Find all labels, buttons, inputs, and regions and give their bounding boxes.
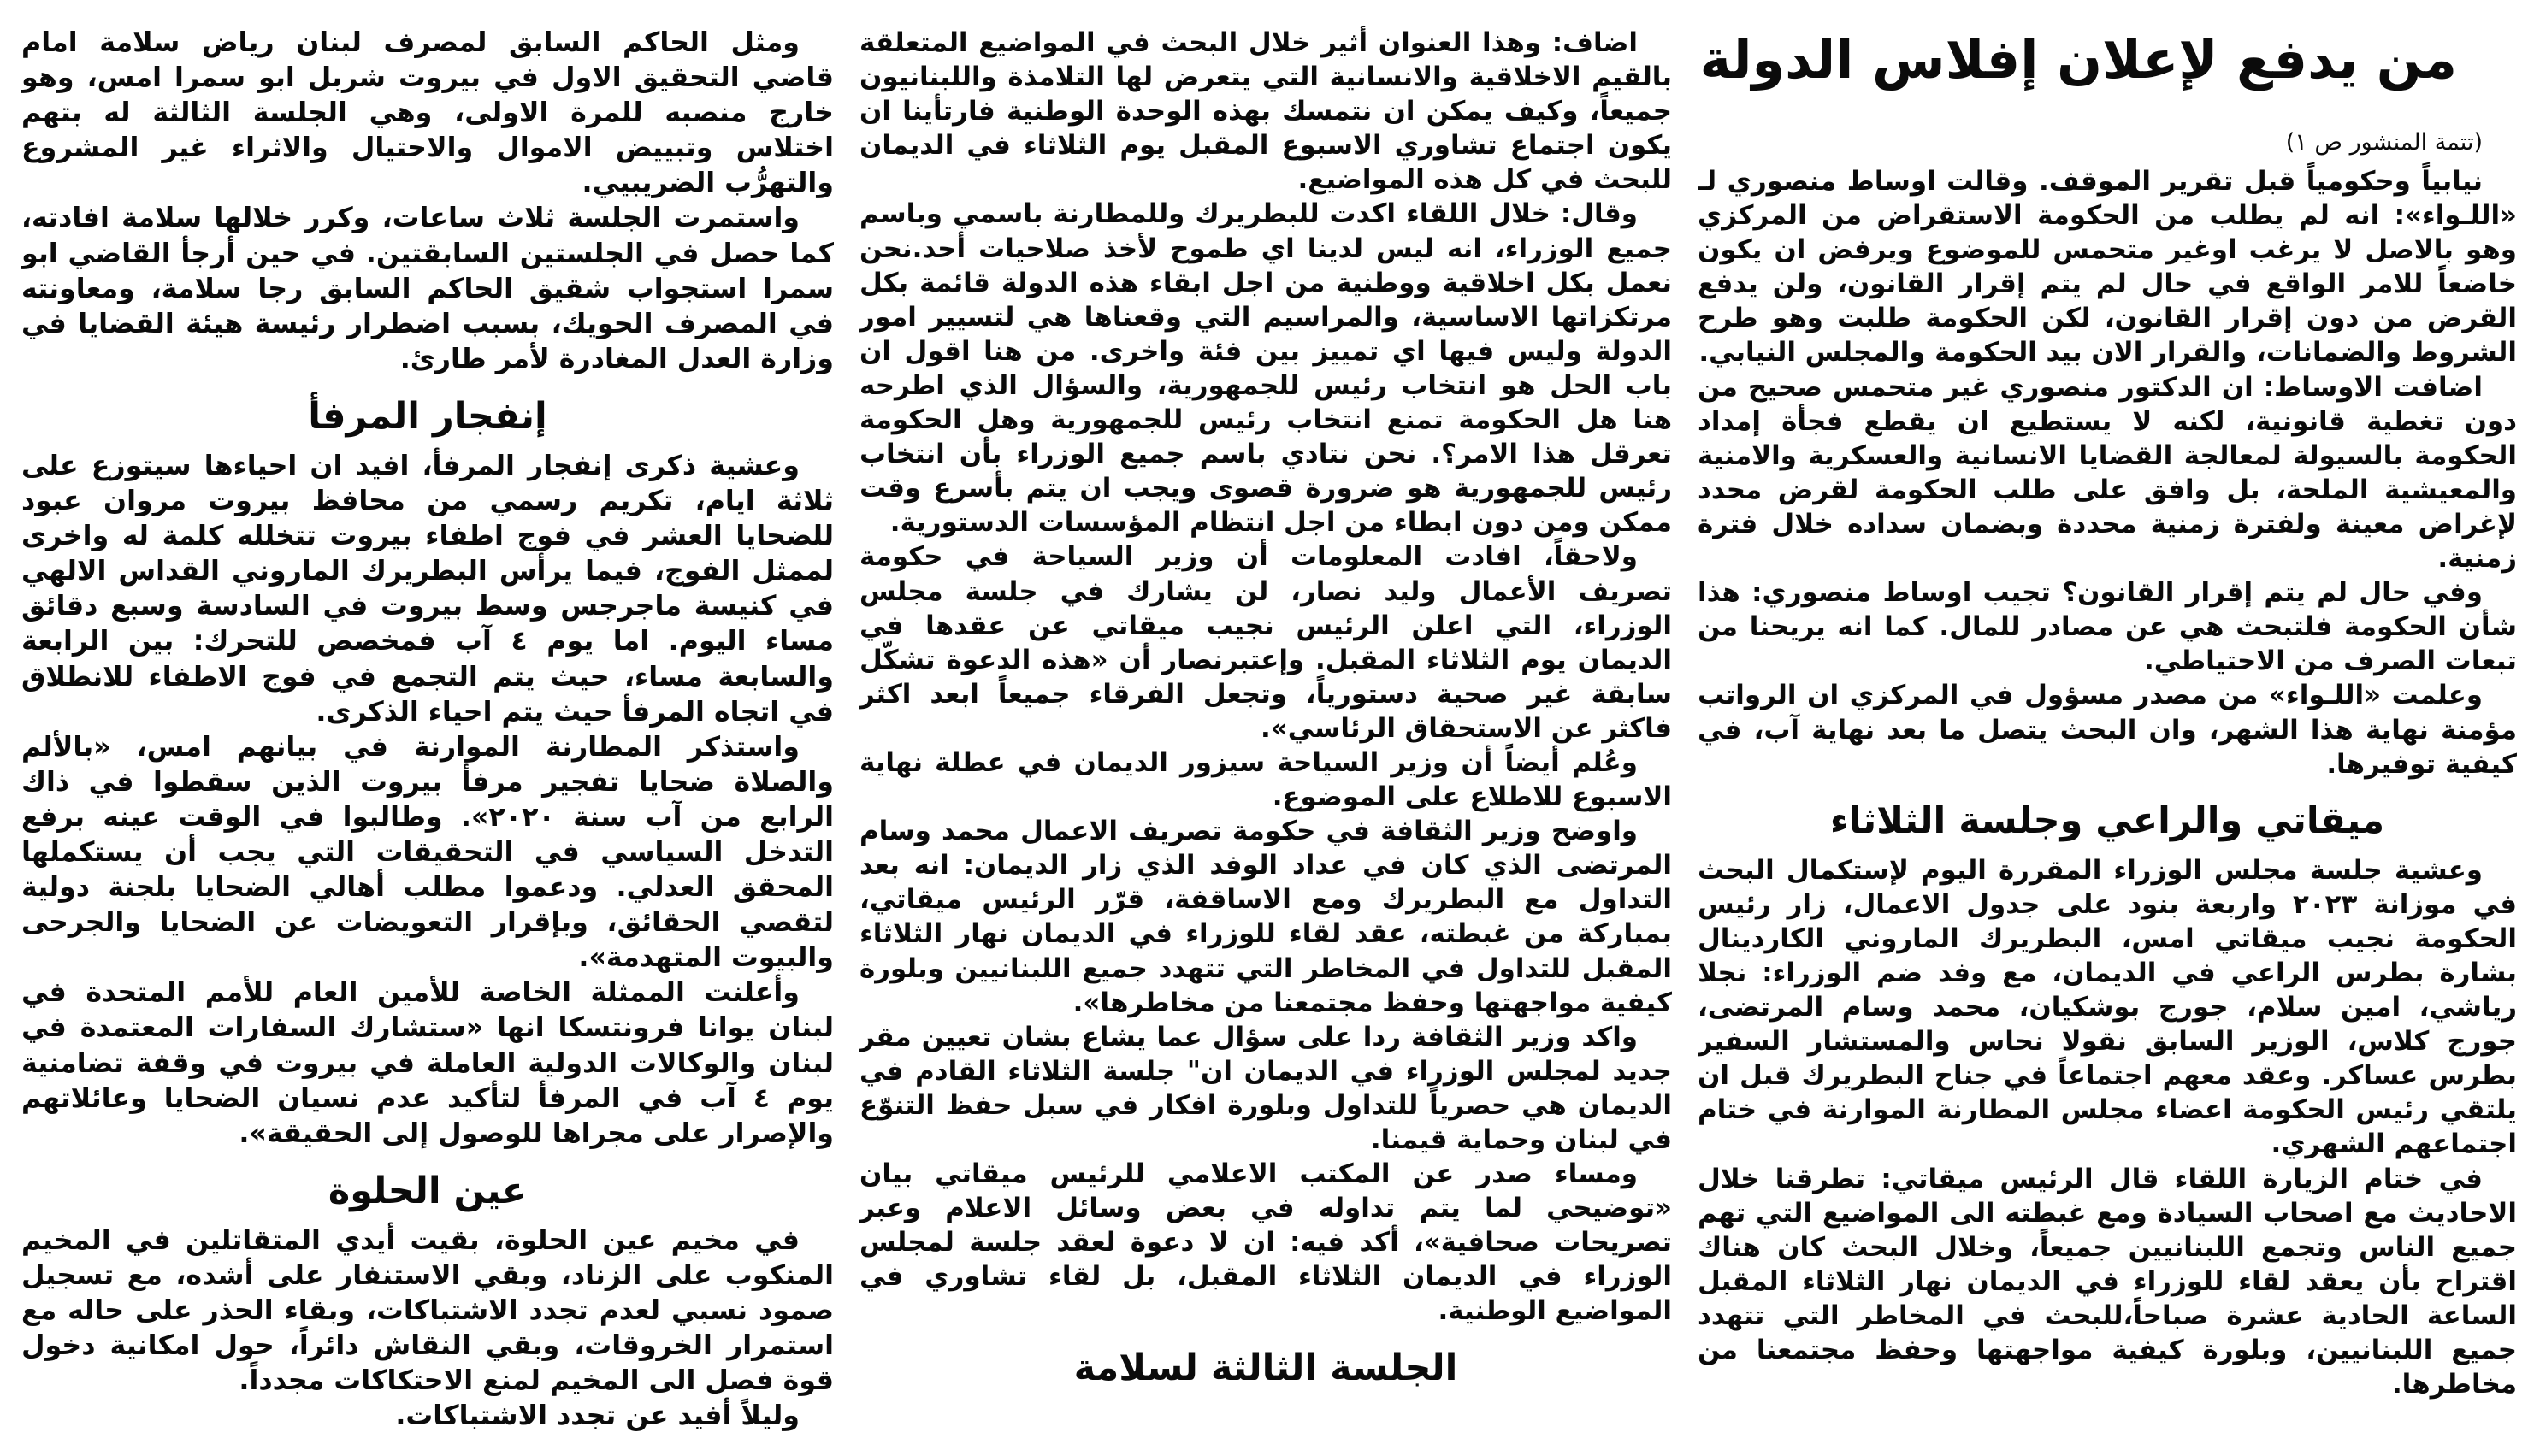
section-subheading: الجلسة الثالثة لسلامة bbox=[1073, 1346, 1458, 1389]
article-paragraph: ومثل الحاكم السابق لمصرف لبنان رياض سلامة امام قاضي التحقيق الاول في بيروت شربل ابو سمرا امس، وهو خارج منصبه للمرة الاولى، وهي الجلسة الثالثة له بتهم اختلاس وتبييض الاموال والاحتيال والاثراء غير المشروع والتهرُّب الضريبيي. bbox=[21, 27, 834, 199]
article-paragraph: واستمرت الجلسة ثلاث ساعات، وكرر خلالها سلامة افادته، كما حصل في الجلستين السابقتين. في حين أرجأ القاضي ابو سمرا استجواب شقيق الحاكم السابق رجا سلامة، ومعاونته في المصرف الحويك، بسبب اضطرار رئيسة هيئة القضايا في وزارة العدل المغادرة لأمر طارئ. bbox=[21, 203, 834, 374]
article-column-right bbox=[1698, 26, 2517, 1439]
article-headline: من يدفع لإعلان إفلاس الدولة bbox=[1699, 28, 2457, 91]
article-paragraph: في مخيم عين الحلوة، بقيت أيدي المتقاتلين في المخيم المنكوب على الزناد، وبقي الاستنفار على أشده، مع تسجيل صمود نسبي لعدم تجدد الاشتباكات، وبقاء الحذر على حاله مع استمرار الخروقات، وبقي النقاش دائراً، حول امكانية دخول قوة فصل الى المخيم لمنع الاحتكاكات مجدداً. bbox=[21, 1224, 834, 1397]
continuation-reference: (تتمة المنشور ص ١) bbox=[2285, 129, 2483, 156]
article-column-middle bbox=[859, 26, 1672, 1439]
article-paragraph: وفي حال لم يتم إقرار القانون؟ تجيب اوساط منصوري: هذا شأن الحكومة فلتبحث هي عن مصادر للمال. كما انه يريحنا من تبعات الصرف من الاحتياطي. bbox=[1698, 577, 2517, 677]
article-paragraph: ولاحقاً، افادت المعلومات أن وزير السياحة في حكومة تصريف الأعمال وليد نصار، لن يشارك في جلسة مجلس الوزراء، التي اعلن الرئيس نجيب ميقاتي عن عقدها في الديمان يوم الثلاثاء المقبل. وإعتبرنصار أن «هذه الدعوة تشكّل سابقة غير صحية دستورياً، وتجعل الفرقاء جميعاً ابعد اكثر فاكثر عن الاستحقاق الرئاسي». bbox=[859, 541, 1672, 744]
article-paragraph: واوضح وزير الثقافة في حكومة تصريف الاعمال محمد وسام المرتضى الذي كان في عداد الوفد الذي زار الديمان: انه بعد التداول مع البطريرك ومع الاساقفة، قرّر الرئيس ميقاتي، بمباركة من غبطته، عقد لقاء للوزراء في الديمان نهار الثلاثاء المقبل للتداول في المخاطر التي تتهدد جميع اللبنانيين وبلورة كيفية مواجهتها وحفظ مجتمعنا من مخاطرها». bbox=[859, 816, 1672, 1018]
article-paragraph: واكد وزير الثقافة ردا على سؤال عما يشاع بشان تعيين مقر جديد لمجلس الوزراء في الديمان ان" جلسة الثلاثاء القادم في الديمان هي حصرياً للتداول وبلورة افكار في سبل حفظ التنوّع في لبنان وحماية قيمنا. bbox=[859, 1021, 1672, 1155]
section-subheading: إنفجار المرفأ bbox=[308, 394, 547, 438]
article-paragraph: ومساء صدر عن المكتب الاعلامي للرئيس ميقاتي بيان «توضيحي لما يتم تداوله في بعض وسائل الاعلام وعبر تصريحات صحافية»، أكد فيه: ان لا دعوة لعقد جلسة لمجلس الوزراء في الديمان الثلاثاء المقبل، بل لقاء تشاوري في المواضيع الوطنية. bbox=[859, 1158, 1672, 1327]
column-left-body bbox=[21, 26, 834, 1434]
article-paragraph: وعلمت «اللـواء» من مصدر مسؤول في المركزي ان الرواتب مؤمنة نهاية هذا الشهر، وان البحث يتصل ما بعد نهاية آب، في كيفية توفيرها. bbox=[1698, 680, 2517, 780]
article-paragraph: وقال: خلال اللقاء اكدت للبطريرك وللمطارنة باسمي وباسم جميع الوزراء، انه ليس لدينا اي طموح لأخذ صلاحيات أحد.نحن نعمل بكل اخلاقية ووطنية من اجل ابقاء هذه الدولة قائمة بكل مرتكزاتها الاساسية، والمراسيم التي وقعناها هي لتسيير امور الدولة وليس فيها اي تمييز بين فئة واخرى. من هنا اقول ان باب الحل هو انتخاب رئيس للجمهورية، والسؤال الذي اطرحه هنا هل الحكومة تمنع انتخاب رئيس للجمهورية وهل الحكومة تعرقل هذا الامر؟. نحن نتادي باسم جميع الوزراء بأن انتخاب رئيس للجمهورية هو ضرورة قصوى ويجب ان يتم بأسرع وقت ممكن ومن دون ابطاء من اجل انتظام المؤسسات الدستورية. bbox=[859, 198, 1672, 539]
column-middle-body bbox=[859, 26, 1672, 1392]
section-subheading: عين الحلوة bbox=[328, 1169, 528, 1212]
article-paragraph: وعُلم أيضاً أن وزير السياحة سيزور الديمان في عطلة نهاية الاسبوع للاطلاع على الموضوع. bbox=[859, 746, 1672, 813]
article-paragraph: اضاف: وهذا العنوان أثير خلال البحث في المواضيع المتعلقة بالقيم الاخلاقية والانسانية التي يتعرض لها التلامذة واللبنانيون جميعاً، وكيف يمكن ان نتمسك بهذه الوحدة الوطنية فارتأينا ان يكون اجتماع تشاوري الاسبوع المقبل يوم الثلاثاء في الديمان للبحث في كل هذه المواضيع. bbox=[859, 27, 1672, 196]
article-paragraph: وأعلنت الممثلة الخاصة للأمين العام للأمم المتحدة في لبنان يوانا فرونتسكا انها «ستشارك السفارات المعتمدة في لبنان والوكالات الدولية العاملة في بيروت في وقفة تضامنية يوم ٤ آب في المرفأ لتأكيد عدم نسيان الضحايا وعائلاتهم والإصرار على مجراها للوصول إلى الحقيقة». bbox=[21, 977, 834, 1149]
article-paragraph: وعشية ذكرى إنفجار المرفأ، افيد ان احياءها سيتوزع على ثلاثة ايام، تكريم رسمي من محافظ بيروت مروان عبود للضحايا العشر في فوج اطفاء بيروت تتخلله كلمة له واخرى لممثل الفوج، فيما يرأس البطريرك الماروني القداس الالهي في كنيسة ماجرجس وسط بيروت في السادسة وسبع دقائق مساء اليوم. اما يوم ٤ آب فمخصص للتحرك: بين الرابعة والسابعة مساء، حيث يتم التجمع في فوج الاطفاء للانطلاق في اتجاه المرفأ حيث يتم احياء الذكرى. bbox=[21, 450, 834, 728]
article-paragraph: في ختام الزيارة اللقاء قال الرئيس ميقاتي: تطرقنا خلال الاحاديث مع اصحاب السيادة ومع غبطته الى المواضيع التي تهم جميع الناس وتجمع اللبنانيين جميعاً، وخلال البحث كان هناك اقتراح بأن يعقد لقاء للوزراء في الديمان نهار الثلاثاء المقبل الساعة الحادية عشرة صباحاً،للبحث في المخاطر التي تتهدد جميع اللبنانيين، وبلورة كيفية مواجهتها وحفظ مجتمعنا من مخاطرها. bbox=[1698, 1163, 2517, 1400]
article-paragraph: واستذكر المطارنة الموارنة في بيانهم امس، «بالألم والصلاة ضحايا تفجير مرفأ بيروت الذين سقطوا في ذاك الرابع من آب سنة ٢٠٢٠». وطالبوا في الوقت عينه برفع التدخل السياسي في التحقيقات التي يجب أن يستكملها المحقق العدلي. ودعموا مطلب أهالي الضحايا بلجنة دولية لتقصي الحقائق، وبإقرار التعويضات عن الضحايا والجرحى والبيوت المتهدمة». bbox=[21, 731, 834, 974]
article-paragraph: وعشية جلسة مجلس الوزراء المقررة اليوم لإستكمال البحث في موزانة ٢٠٢٣ واربعة بنود على جدول الاعمال، زار رئيس الحكومة نجيب ميقاتي امس، البطريرك الماروني الكاردينال بشارة بطرس الراعي في الديمان، مع وفد ضم الوزراء: نجلا رياشي، امين سلام، جورج بوشكيان، محمد وسام المرتضى، جورج كلاس، الوزير السابق نقولا نحاس والمستشار السفير بطرس عساكر. وعقد معهم اجتماعاً في جناح البطريرك قبل ان يلتقي رئيس الحكومة اعضاء مجلس المطارنة الموارنة في ختام اجتماعهم الشهري. bbox=[1698, 854, 2517, 1160]
article-paragraph: اضافت الاوساط: ان الدكتور منصوري غير متحمس صحيح من دون تغطية قانونية، لكنه لا يستطيع ان يقطع فجأة إمداد الحكومة بالسيولة لمعالجة القضايا الانسانية والعسكرية والامنية والمعيشية الملحة، بل وافق على طلب الحكومة لقرض محدد لإغراض معينة ولفترة زمنية محددة وبضمان سداده خلال فترة زمنية. bbox=[1698, 371, 2517, 575]
article-paragraph: وليلاً أفيد عن تجدد الاشتباكات. bbox=[395, 1400, 800, 1432]
column-right-body bbox=[1698, 164, 2517, 1401]
article-paragraph: نيابياً وحكومياً قبل تقرير الموقف. وقالت اوساط منصوري لـ «اللـواء»: انه لم يطلب من الحكومة الاستقراض من المركزي وهو بالاصل لا يرغب اوغير متحمس للموضوع ويرفض ان يكون خاضعاً للامر الواقع في حال لم يتم إقرار القانون، ولن يدفع القرض من دون إقرار القانون، لكن الحكومة طلبت وهو طرح الشروط والضمانات، والقرار الان بيد الحكومة والمجلس النيابي. bbox=[1698, 166, 2517, 368]
article-column-left bbox=[21, 26, 834, 1439]
section-subheading: ميقاتي والراعي وجلسة الثلاثاء bbox=[1829, 799, 2385, 842]
